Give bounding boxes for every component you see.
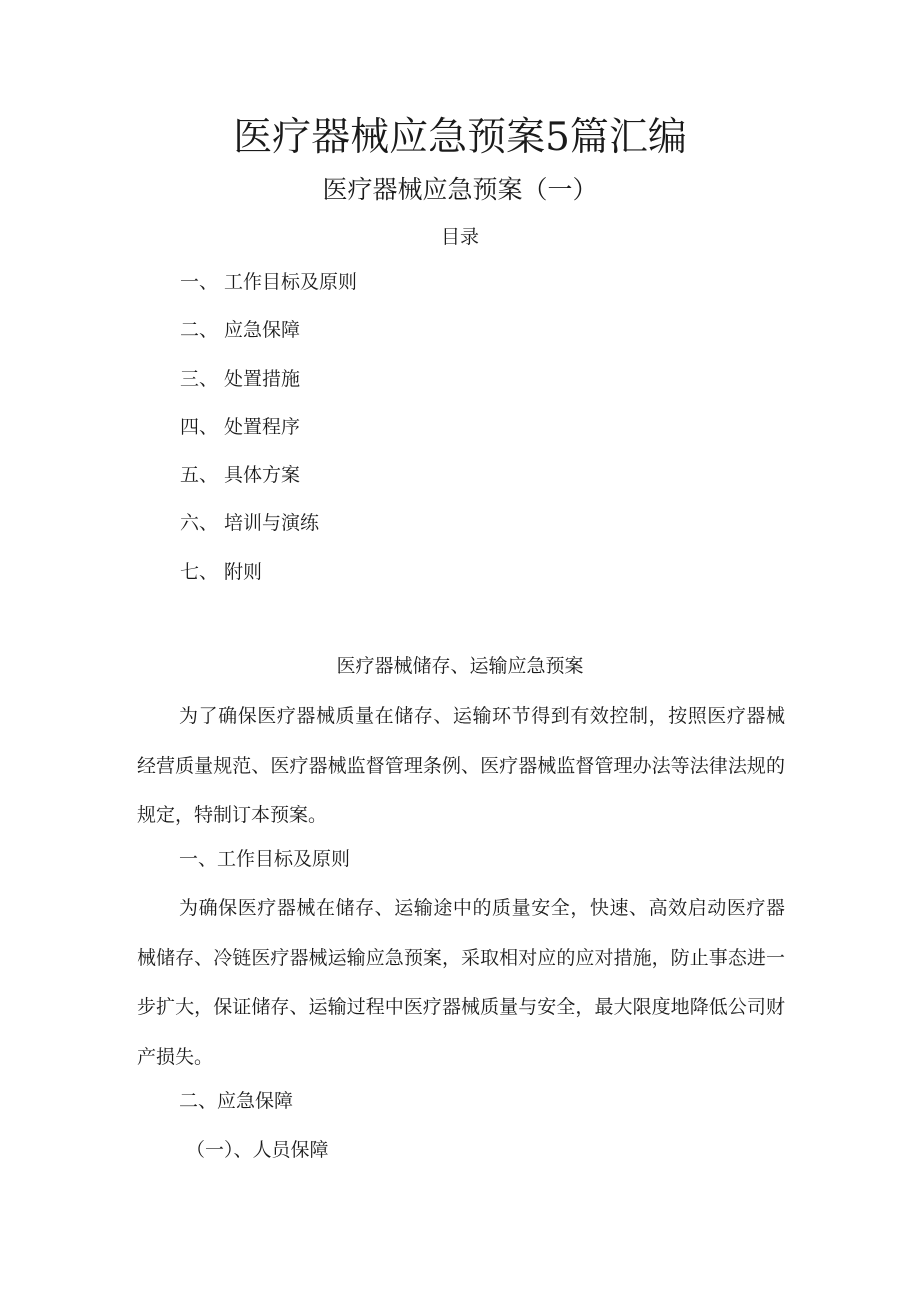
toc-item xyxy=(180,558,357,606)
table-of-contents xyxy=(180,268,357,606)
toc-item-label: 具体方案 xyxy=(224,464,301,487)
toc-item xyxy=(180,461,357,509)
toc-item xyxy=(180,509,357,557)
toc-item xyxy=(180,268,357,316)
toc-item-number: 六、 xyxy=(180,512,219,535)
toc-item-label: 工作目标及原则 xyxy=(224,271,358,293)
main-title: 医疗器械应急预案5篇汇编 xyxy=(233,115,687,160)
toc-item-label: 处置措施 xyxy=(224,367,301,390)
toc-item xyxy=(180,365,357,413)
section-title: 医疗器械储存、运输应急预案 xyxy=(336,655,584,677)
toc-item-number: 四、 xyxy=(180,415,219,438)
toc-item-number: 三、 xyxy=(180,367,219,390)
toc-item-number: 七、 xyxy=(180,560,219,583)
heading-emergency-support: 二、应急保障 xyxy=(179,1090,294,1112)
toc-item-number: 五、 xyxy=(180,464,219,487)
intro-paragraph: 为了确保医疗器械质量在储存、运输环节得到有效控制，按照医疗器械经营质量规范、医疗器械监督管理条例、医疗器械监督管理办法等法律法规的规定，特制订本预案。 xyxy=(137,705,785,826)
toc-item xyxy=(180,413,357,461)
toc-item-number: 二、 xyxy=(180,319,219,342)
toc-item-label: 应急保障 xyxy=(224,319,301,342)
sub-title: 医疗器械应急预案（一） xyxy=(322,175,598,204)
heading-work-goals: 一、工作目标及原则 xyxy=(179,848,351,870)
toc-item-label: 处置程序 xyxy=(224,415,301,438)
toc-heading: 目录 xyxy=(440,226,479,248)
heading-personnel-support: （一）、人员保障 xyxy=(186,1139,329,1161)
toc-item-label: 培训与演练 xyxy=(224,512,320,535)
toc-item xyxy=(180,316,357,364)
goals-paragraph: 为确保医疗器械在储存、运输途中的质量安全，快速、高效启动医疗器械储存、冷链医疗器械运输应急预案，采取相对应的应对措施，防止事态进一步扩大，保证储存、运输过程中医疗器械质量与安全，最大限度地降低公司财产损失。 xyxy=(137,897,785,1068)
toc-item-number: 一、 xyxy=(180,271,219,293)
toc-item-label: 附则 xyxy=(224,560,263,583)
